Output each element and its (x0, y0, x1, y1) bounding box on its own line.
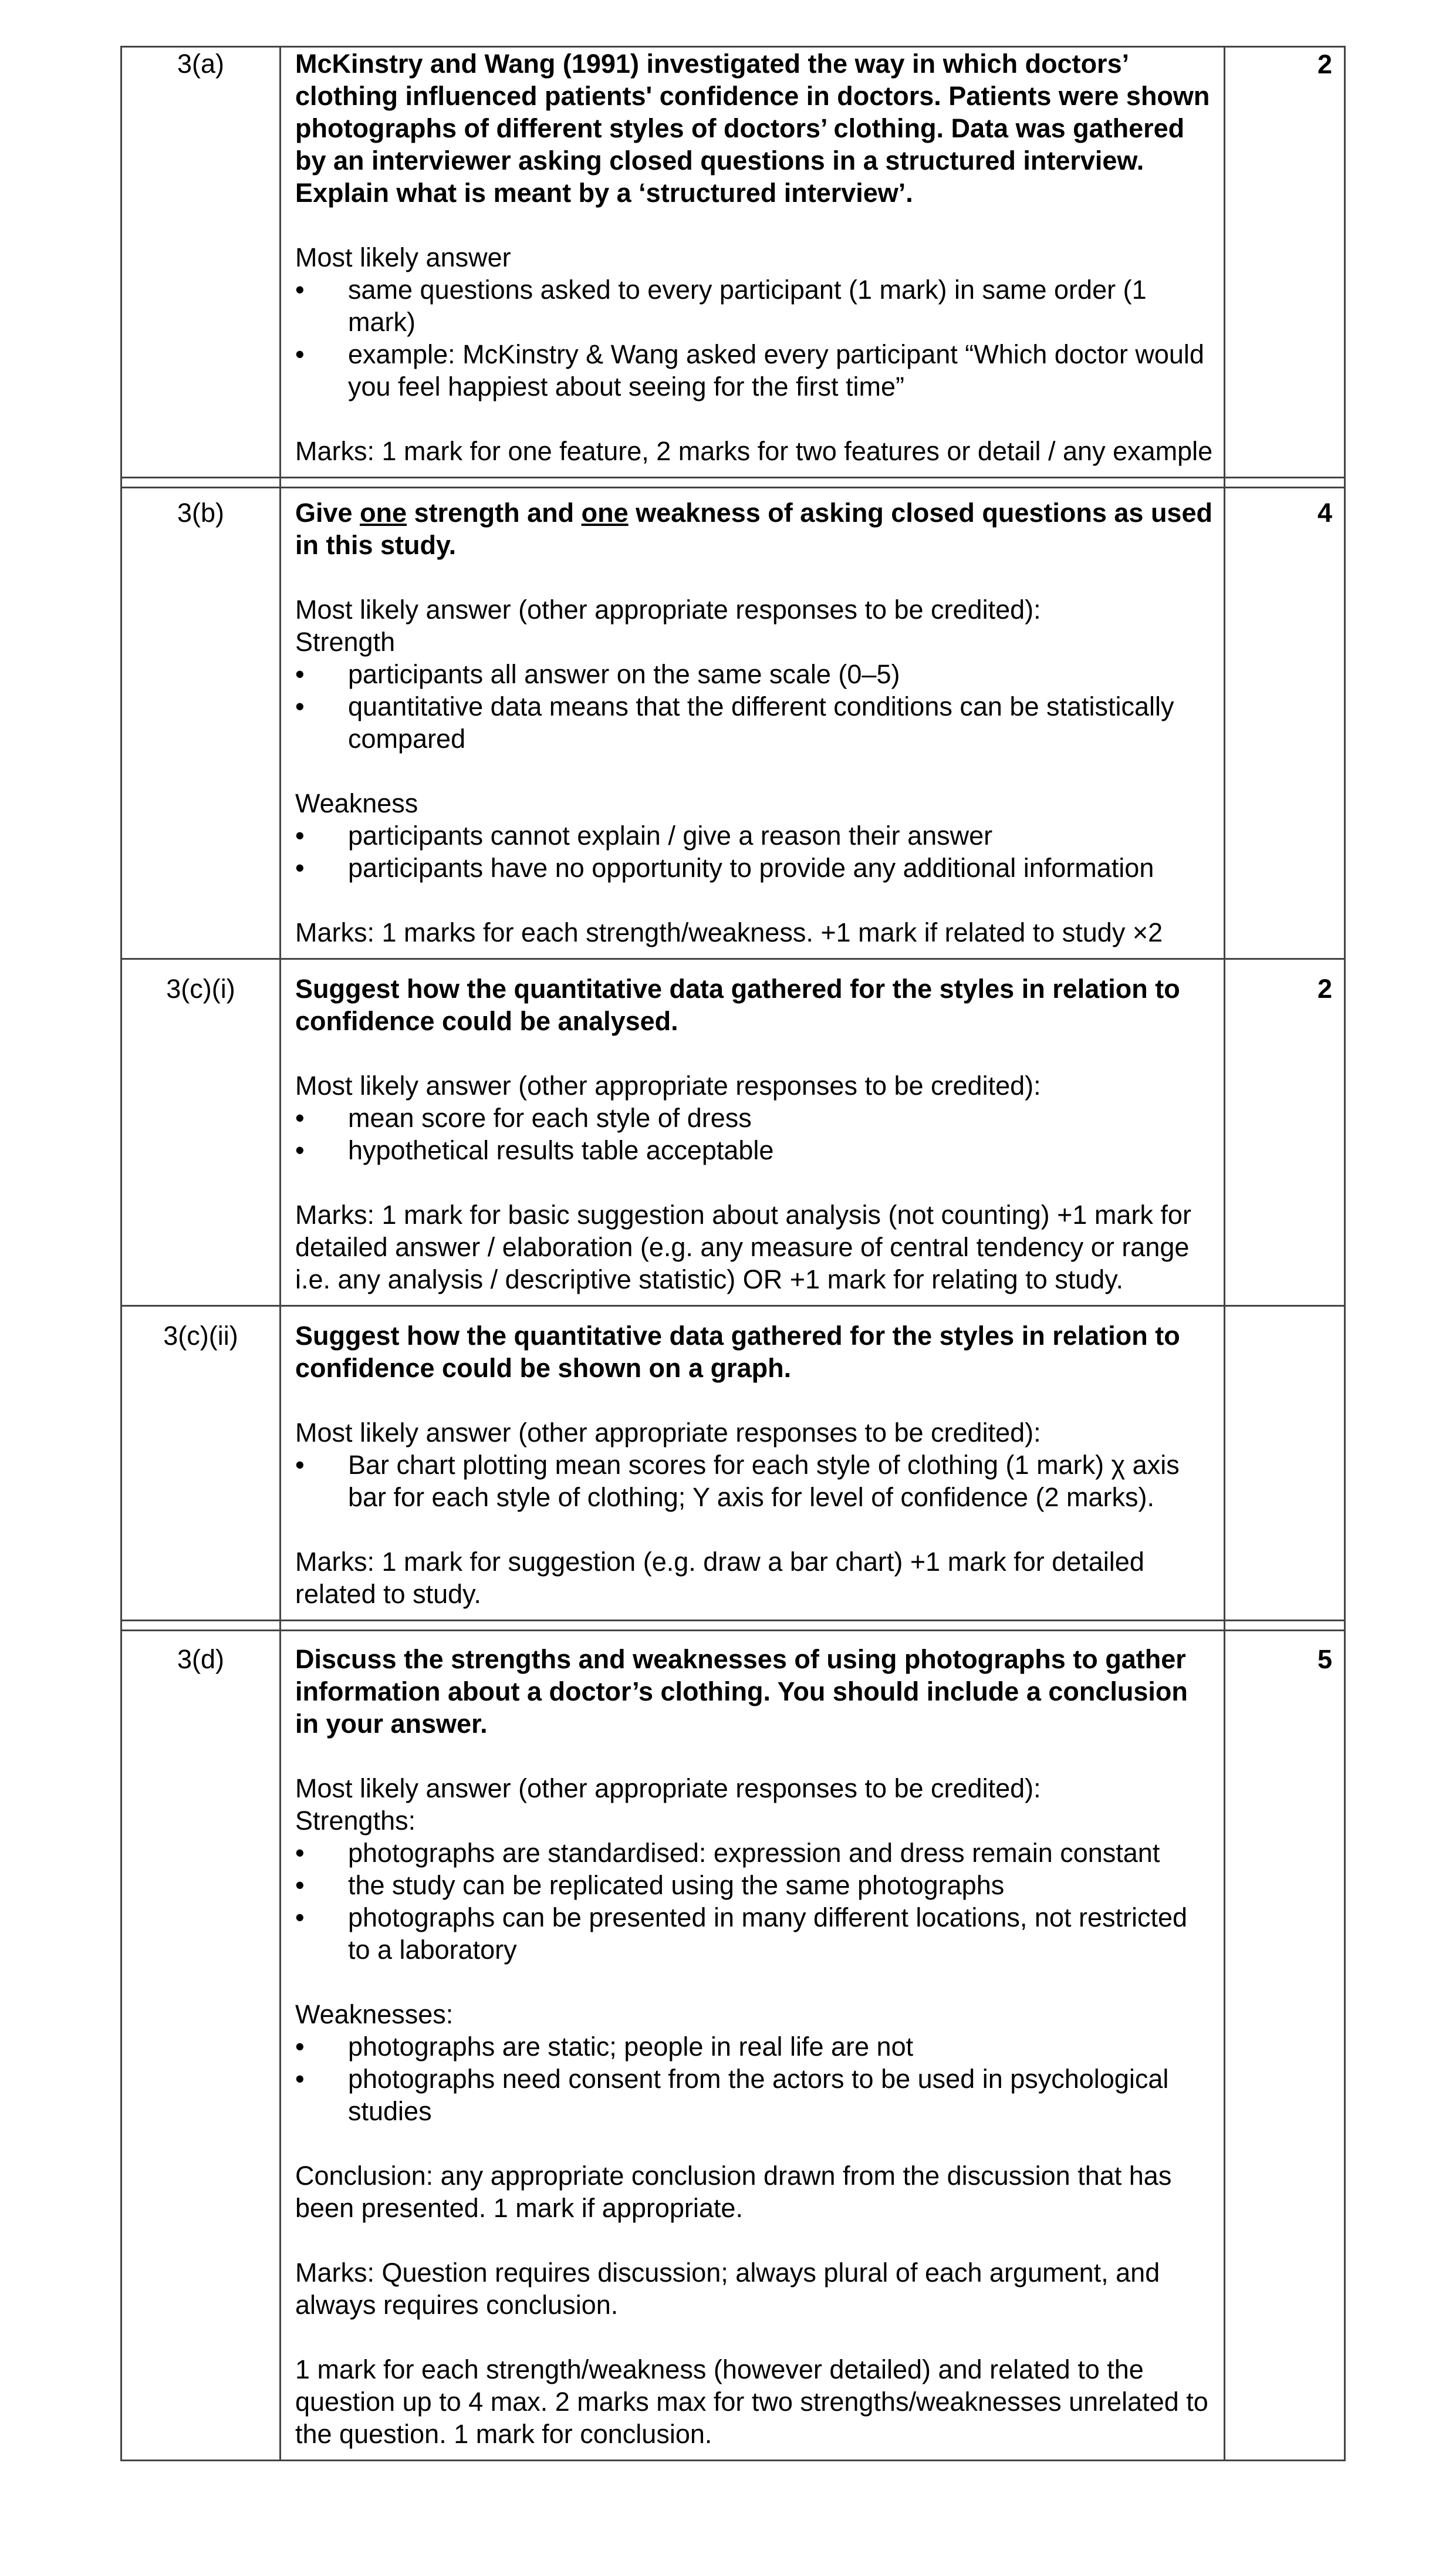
answer-bullet: • mean score for each style of dress (295, 1102, 1214, 1134)
answer-bullet: • photographs need consent from the actors to be used in psychological studies (295, 2063, 1214, 2127)
row-separator (121, 1621, 1345, 1631)
conclusion-guidance: Conclusion: any appropriate conclusion drawn from the discussion that has been presented. 1 mark if appropriate. (295, 2161, 1172, 2223)
weakness-heading: Weaknesses: (295, 1999, 454, 2029)
marks-guidance: Marks: 1 mark for suggestion (e.g. draw a bar chart) +1 mark for detailed related to study. (295, 1547, 1144, 1609)
strength-heading: Strengths: (295, 1806, 416, 1836)
answer-bullets (295, 1449, 1214, 1513)
answer-bullets (295, 1102, 1214, 1166)
question-row-3b (121, 488, 1345, 959)
answer-bullet: • Bar chart plotting mean scores for each style of clothing (1 mark) χ axis bar for each style of clothing; Y axis for level of confidence (2 marks). (295, 1449, 1214, 1513)
answer-bullet: • photographs can be presented in many different locations, not restricted to a laboratory (295, 1901, 1214, 1966)
weakness-bullets (295, 819, 1214, 884)
question-number: 3(a) (121, 47, 281, 478)
mark-scheme-page (120, 46, 1344, 2461)
strength-bullets (295, 1837, 1214, 1966)
marks-value: 5 (1225, 1631, 1345, 2461)
marks-guidance: Marks: 1 marks for each strength/weakness. +1 mark if related to study ×2 (295, 917, 1163, 947)
marks-value: 2 (1225, 959, 1345, 1306)
marks-value: 2 (1225, 47, 1345, 478)
weakness-heading: Weakness (295, 788, 418, 818)
answer-intro: Most likely answer (other appropriate responses to be credited): (295, 1418, 1041, 1448)
answer-bullet: • quantitative data means that the different conditions can be statistically compared (295, 690, 1214, 755)
question-row-3d (121, 1631, 1345, 2461)
question-number: 3(b) (121, 488, 281, 959)
question-row-3ci (121, 959, 1345, 1306)
answer-bullets (295, 274, 1214, 403)
marks-guidance: Marks: 1 mark for one feature, 2 marks for two features or detail / any example (295, 436, 1213, 466)
answer-bullet: • participants have no opportunity to provide any additional information (295, 852, 1214, 884)
question-text: Discuss the strengths and weaknesses of using photographs to gather information about a doctor’s clothing. You should include a conclusion in your answer. (295, 1644, 1188, 1739)
answer-intro: Most likely answer (other appropriate responses to be credited): (295, 595, 1041, 625)
question-number: 3(c)(i) (121, 959, 281, 1306)
question-number: 3(d) (121, 1631, 281, 2461)
answer-bullet: • hypothetical results table acceptable (295, 1134, 1214, 1166)
question-row-3cii (121, 1306, 1345, 1621)
answer-bullet: • same questions asked to every participant (1 mark) in same order (1 mark) (295, 274, 1214, 338)
answer-intro: Most likely answer (other appropriate responses to be credited): (295, 1773, 1041, 1803)
question-text: Suggest how the quantitative data gathered for the styles in relation to confidence could be shown on a graph. (295, 1321, 1180, 1383)
marks-value (1225, 1306, 1345, 1621)
answer-bullet: • participants all answer on the same scale (0–5) (295, 658, 1214, 690)
answer-bullet: • photographs are standardised: expression and dress remain constant (295, 1837, 1214, 1869)
answer-bullet: • participants cannot explain / give a reason their answer (295, 819, 1214, 852)
strength-heading: Strength (295, 627, 396, 657)
question-text: Give one strength and one weakness of asking closed questions as used in this study. (295, 498, 1212, 560)
answer-intro: Most likely answer (other appropriate responses to be credited): (295, 1071, 1041, 1101)
strength-bullets (295, 658, 1214, 755)
question-content (281, 1631, 1225, 2461)
question-number: 3(c)(ii) (121, 1306, 281, 1621)
answer-intro: Most likely answer (295, 242, 511, 272)
question-row-3a (121, 47, 1345, 478)
question-content (281, 959, 1225, 1306)
marks-guidance: Marks: Question requires discussion; always plural of each argument, and always requires conclusion. (295, 2258, 1160, 2320)
question-text: Suggest how the quantitative data gathered for the styles in relation to confidence could be analysed. (295, 974, 1180, 1036)
question-content (281, 47, 1225, 478)
answer-bullet: • the study can be replicated using the same photographs (295, 1869, 1214, 1901)
answer-bullet: • example: McKinstry & Wang asked every participant “Which doctor would you feel happiest about seeing for the first time” (295, 338, 1214, 403)
mark-scheme-table (120, 46, 1346, 2461)
marks-value: 4 (1225, 488, 1345, 959)
question-content (281, 1306, 1225, 1621)
marks-guidance: Marks: 1 mark for basic suggestion about analysis (not counting) +1 mark for detailed answer / elaboration (e.g. any measure of central tendency or range i.e. any analysis / descriptive statistic) OR +1 mark for relating to study. (295, 1200, 1191, 1294)
weakness-bullets (295, 2030, 1214, 2127)
question-instruction: Explain what is meant by a ‘structured interview’. (295, 178, 913, 208)
question-text: McKinstry and Wang (1991) investigated the way in which doctors’ clothing influenced patients' confidence in doctors. Patients were shown photographs of different styles of doctors’ clothing. Data was gathered by an interviewer asking closed questions in a structured interview. (295, 49, 1210, 176)
row-separator (121, 478, 1345, 488)
answer-bullet: • photographs are static; people in real life are not (295, 2030, 1214, 2063)
marks-detail: 1 mark for each strength/weakness (however detailed) and related to the question up to 4 max. 2 marks max for two strengths/weaknesses unrelated to the question. 1 mark for conclusion. (295, 2354, 1208, 2449)
question-content (281, 488, 1225, 959)
